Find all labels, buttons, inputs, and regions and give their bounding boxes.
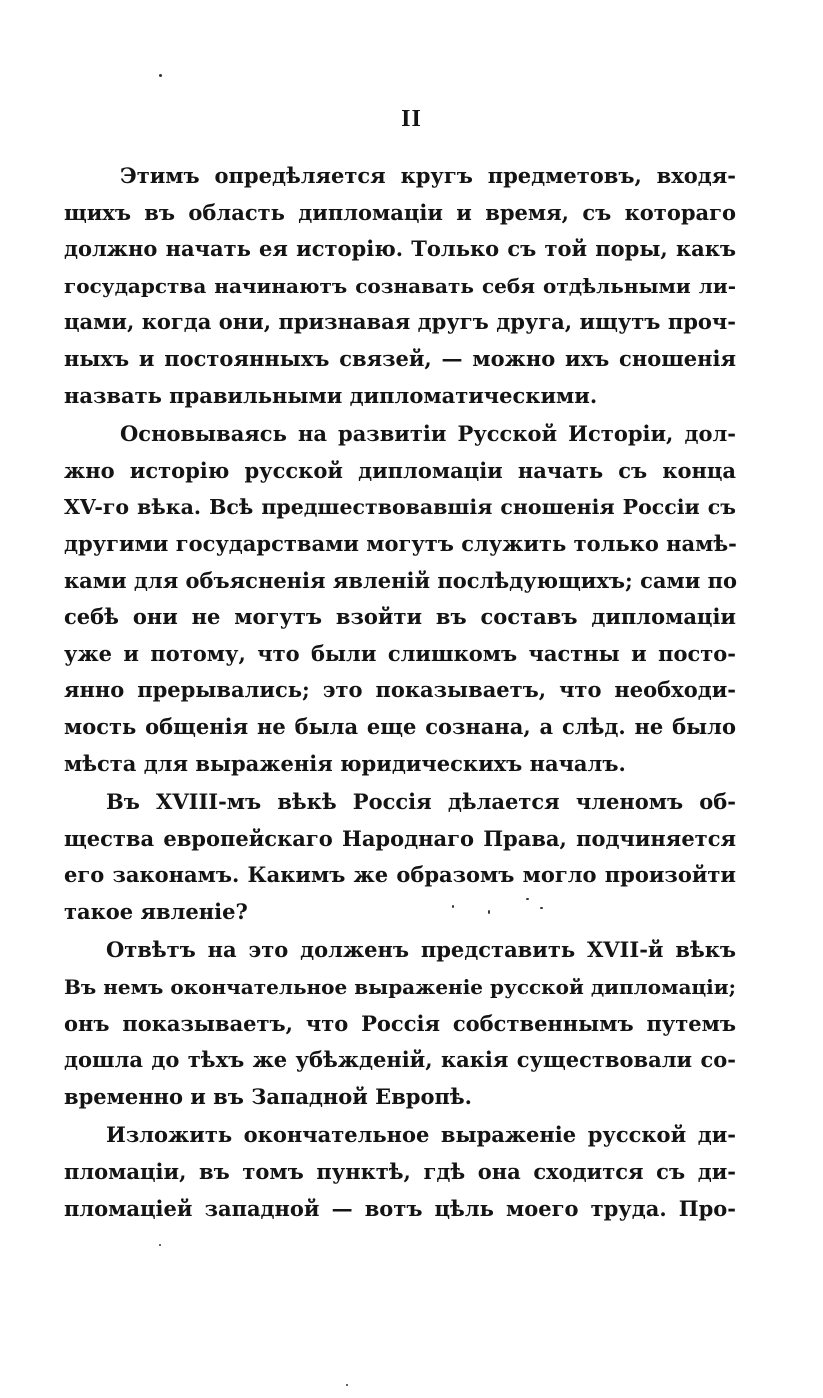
text-line: Этимъ опредѣляется кругъ предметовъ, входя-	[120, 163, 736, 188]
text-line: щихъ въ область дипломаціи и время, съ котораго	[64, 199, 736, 225]
text-line: государства начинаютъ сознавать себя отдѣльными ли-	[64, 273, 736, 298]
body-text	[64, 158, 736, 1227]
text-line: Въ XVIII-мъ вѣкѣ Россія дѣлается членомъ об-	[106, 789, 736, 815]
text-line: ныхъ и постоянныхъ связей, — можно ихъ сношенія	[64, 345, 736, 371]
paragraph	[64, 1117, 736, 1227]
text-line: мѣста для выраженія юридическихъ началъ.	[64, 750, 626, 776]
text-line: щества европейскаго Народнаго Права, подчиняется	[64, 825, 736, 851]
print-speck	[159, 1244, 161, 1246]
page-number: II	[401, 106, 422, 132]
text-line: жно исторію русской дипломаціи начать съ конца	[64, 457, 736, 483]
text-line: временно и въ Западной Европѣ.	[64, 1083, 472, 1109]
paragraph	[64, 932, 736, 1115]
text-line: себѣ они не могутъ взойти въ составъ дипломаціи	[64, 604, 736, 630]
text-line: цами, когда они, признавая другъ друга, ищутъ проч-	[64, 309, 736, 335]
paragraph	[64, 784, 736, 930]
text-line: должно начать ея исторію. Только съ той поры, какъ	[64, 236, 736, 262]
text-line: дошла до тѣхъ же убѣжденій, какія существовали со-	[64, 1047, 736, 1073]
text-line: Изложить окончательное выраженіе русской ди-	[106, 1122, 736, 1148]
text-line: ками для объясненія явленій послѣдующихъ; сами по	[64, 567, 737, 593]
print-speck	[346, 1384, 348, 1386]
text-line: его законамъ. Какимъ же образомъ могло произойти	[64, 862, 736, 888]
text-line: янно прерывались; это показываетъ, что необходи-	[64, 677, 736, 703]
text-line: Отвѣтъ на это долженъ представить XVII-й вѣкъ	[106, 937, 736, 963]
text-line: Въ немъ окончательное выраженіе русской дипломаціи;	[64, 975, 736, 1000]
text-line: Основываясь на развитіи Русской Исторіи, дол-	[120, 421, 736, 447]
paragraph	[64, 416, 736, 782]
text-line: пломаціи, въ томъ пунктѣ, гдѣ она сходится съ ди-	[64, 1159, 736, 1185]
text-line: мость общенія не была еще сознана, а слѣд. не было	[64, 713, 736, 739]
text-line: пломаціей западной — вотъ цѣль моего труда. Про-	[64, 1195, 736, 1221]
paragraph	[64, 158, 736, 414]
text-line: такое явленіе?	[64, 898, 248, 924]
text-line: XV-го вѣка. Всѣ предшествовавшія сношенія Россіи съ	[64, 495, 736, 520]
text-line: другими государствами могутъ служить только намѣ-	[64, 530, 737, 556]
text-line: уже и потому, что были слишкомъ частны и посто-	[64, 640, 736, 666]
text-line: онъ показываетъ, что Россія собственнымъ путемъ	[64, 1010, 736, 1036]
print-speck	[159, 74, 162, 77]
text-line: назвать правильными дипломатическими.	[64, 382, 598, 408]
